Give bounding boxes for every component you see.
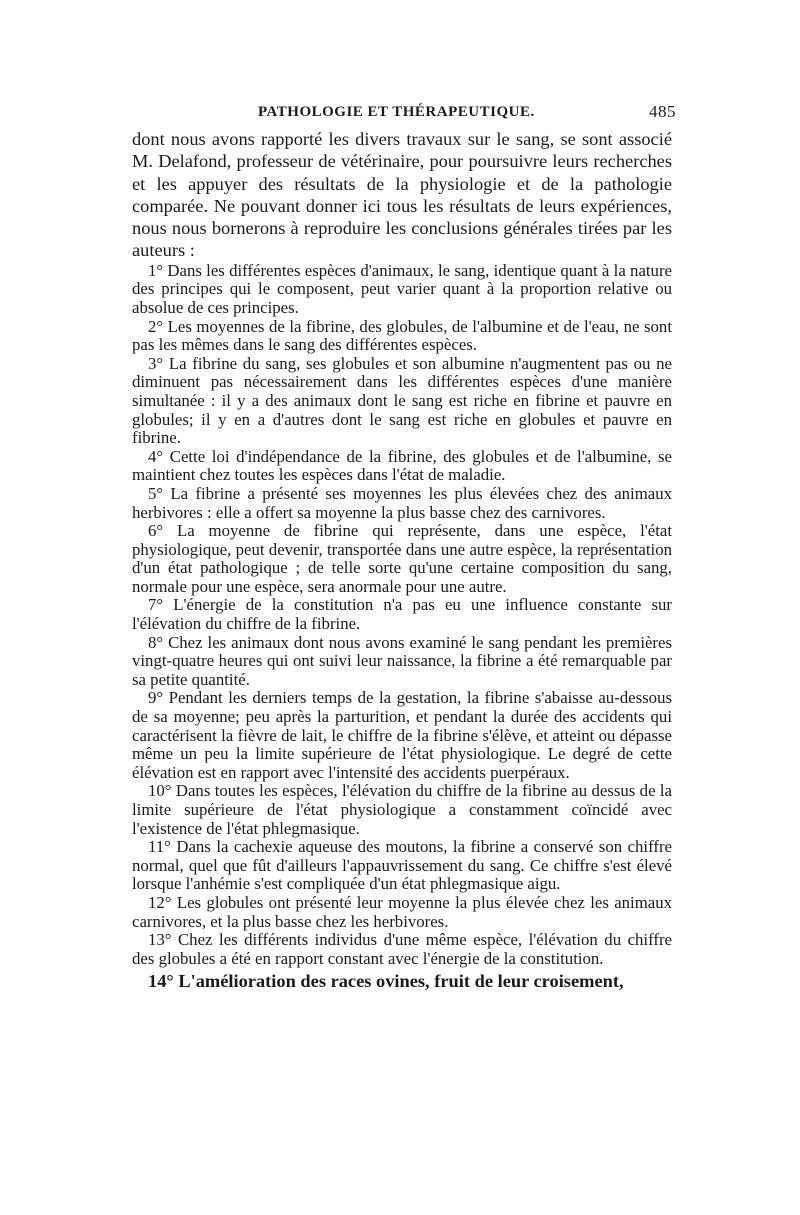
book-page xyxy=(132,100,676,992)
conclusion-item: 1° Dans les différentes espèces d'animaux, le sang, identique quant à la nature des principes qui le composent, peut varier quant à la proportion relative ou absolue de ces principes. xyxy=(132,260,672,317)
running-title: PATHOLOGIE ET THÉRAPEUTIQUE. xyxy=(258,104,535,120)
conclusion-item: 6° La moyenne de fibrine qui représente, dans une espèce, l'état physiologique, peut devenir, transportée dans une autre espèce, la représentation d'un état pathologique ; de telle sorte qu'une certaine composition du sang, normale pour une espèce, sera anormale pour une autre. xyxy=(132,521,672,596)
conclusion-item: 14° L'amélioration des races ovines, fruit de leur croisement, xyxy=(148,971,624,992)
conclusions-list xyxy=(132,262,672,993)
conclusion-item: 3° La fibrine du sang, ses globules et son albumine n'augmentent pas ou ne diminuent pas nécessairement dans les différentes espèces d'une manière simultanée : il y a des animaux dont le sang est riche en fibrine et pauvre en globules; il y en a d'autres dont le sang est riche en globules et pauvre en fibrine. xyxy=(132,353,672,448)
page-number: 485 xyxy=(649,102,676,121)
page-header xyxy=(132,100,676,128)
conclusion-item: 4° Cette loi d'indépendance de la fibrine, des globules et de l'albumine, se maintient chez toutes les espèces dans l'état de maladie. xyxy=(132,446,672,485)
conclusion-item: 9° Pendant les derniers temps de la gestation, la fibrine s'abaisse au-dessous de sa moyenne; peu après la parturition, et pendant la durée des accidents qui caractérisent la fièvre de lait, le chiffre de la fibrine s'élève, et atteint ou dépasse même un peu la limite supérieure de l'état physiologique. Le degré de cette élévation est en rapport avec l'intensité des accidents puerpéraux. xyxy=(132,688,672,782)
conclusion-item: 13° Chez les différents individus d'une même espèce, l'élévation du chiffre des globules a été en rapport constant avec l'énergie de la constitution. xyxy=(132,930,672,968)
conclusion-item: 12° Les globules ont présenté leur moyenne la plus élevée chez les animaux carnivores, et la plus basse chez les herbivores. xyxy=(132,892,672,931)
conclusion-item: 10° Dans toutes les espèces, l'élévation du chiffre de la fibrine au dessus de la limite supérieure de l'état physiologique a constamment coïncidé avec l'existence de l'état phlegmasique. xyxy=(132,781,672,838)
intro-paragraph: dont nous avons rapporté les divers travaux sur le sang, se sont associé M. Delafond, professeur de vétérinaire, pour poursuivre leurs recherches et les appuyer des résultats de la physiologie et de la pathologie comparée. Ne pouvant donner ici tous les résultats de leurs expériences, nous nous bornerons à reproduire les conclusions générales tirées par les auteurs : xyxy=(132,129,672,261)
conclusion-item: 11° Dans la cachexie aqueuse des moutons, la fibrine a conservé son chiffre normal, quel que fût d'ailleurs l'appauvrissement du sang. Ce chiffre s'est élevé lorsque l'anhémie s'est compliquée d'un état phlegmasique aigu. xyxy=(132,837,672,894)
conclusion-item: 7° L'énergie de la constitution n'a pas eu une influence constante sur l'élévation du chiffre de la fibrine. xyxy=(132,595,672,634)
conclusion-item: 2° Les moyennes de la fibrine, des globules, de l'albumine et de l'eau, ne sont pas les mêmes dans le sang des différentes espèces. xyxy=(132,316,672,355)
conclusion-item: 8° Chez les animaux dont nous avons examiné le sang pendant les premières vingt-quatre heures qui ont suivi leur naissance, la fibrine a été remarquable par sa petite quantité. xyxy=(132,632,672,689)
conclusion-item: 5° La fibrine a présenté ses moyennes les plus élevées chez des animaux herbivores : elle a offert sa moyenne la plus basse chez des carnivores. xyxy=(132,483,672,522)
